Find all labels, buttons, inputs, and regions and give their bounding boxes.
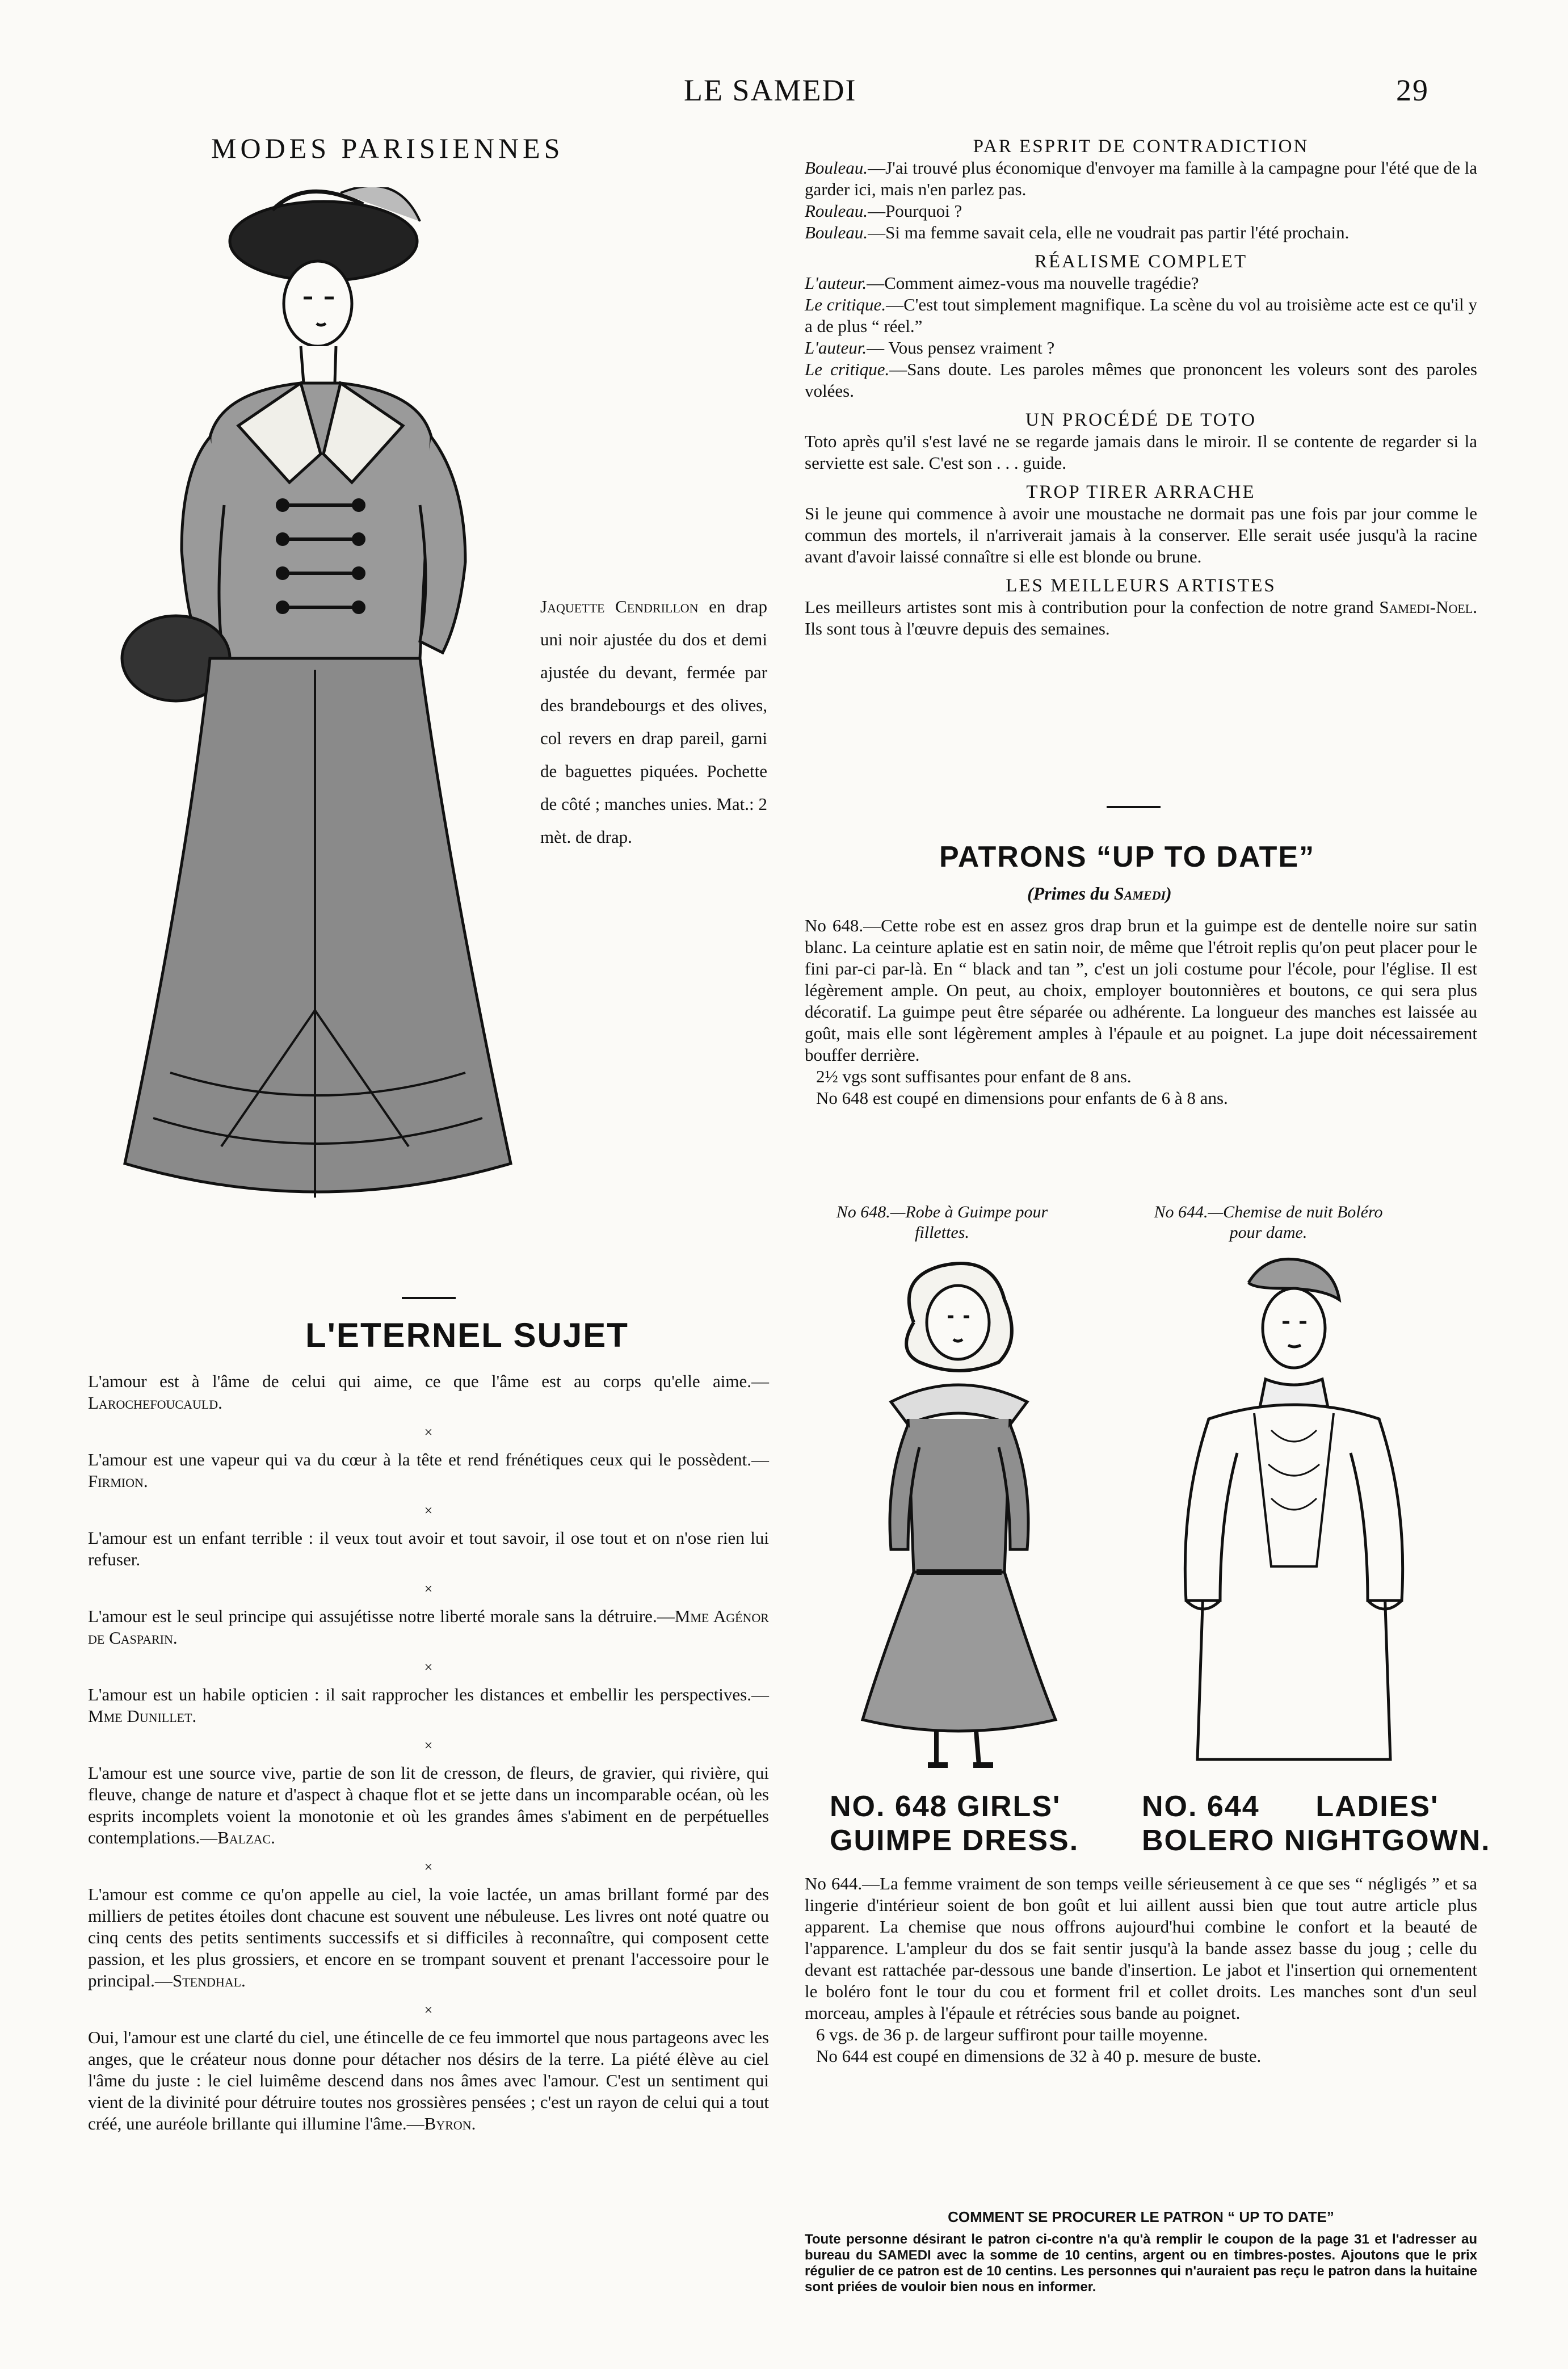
- girl-dress-illustration: [829, 1254, 1090, 1776]
- caption-648: No 648.—Robe à Guimpe pour fillettes.: [836, 1203, 1048, 1242]
- realisme-title: RÉALISME COMPLET: [1034, 251, 1248, 272]
- separator-mark: ×: [424, 1502, 433, 1519]
- page-number: 29: [1396, 73, 1429, 107]
- quote-5: L'amour est un habile opticien : il sait rapprocher les distances et embellir les perspectives.—Mme Dunillet.: [88, 1685, 769, 1726]
- contradiction-title: PAR ESPRIT DE CONTRADICTION: [973, 136, 1309, 157]
- toto-body: Toto après qu'il s'est lavé ne se regarde jamais dans le miroir. Il se contente de regarder si la serviette est sale. C'est son . . . guide.: [805, 431, 1477, 473]
- arrache-body: Si le jeune qui commence à avoir une moustache ne dormait pas une fois par jour comme le commun des mortels, il n'arriverait jamais à la conserver. Elle serait usée jusqu'à la racine avant d'avoir laissé connaître si elle est blonde ou brune.: [805, 503, 1477, 566]
- separator-mark: ×: [424, 2002, 433, 2018]
- toto-title: UN PROCÉDÉ DE TOTO: [1025, 410, 1256, 430]
- quote-6: L'amour est une source vive, partie de son lit de cresson, de fleurs, de gravier, qui rivière, qui fleuve, change de nature et d'aspect à chaque flot et se jette dans un incomparable océan, où les esprits incomplets voient la monotonie et où les grandes âmes s'abiment en de perpétuelles contemplations.—Balzac.: [88, 1763, 769, 1847]
- quote-4: L'amour est le seul principe qui assujétisse notre liberté morale sans la détruire.—Mme Agénor de Casparin.: [88, 1606, 769, 1648]
- quote-8: Oui, l'amour est une clarté du ciel, une étincelle de ce feu immortel que nous partageons avec les anges, que le créateur nous donne pour détacher nos désirs de la terre. La piété élève au ciel l'âme du juste : le ciel luimême descend dans nos âmes avec l'amour. C'est un sentiment qui vient de la divinité pour détruire toutes nos grossières pensées ; c'est un rayon de celui qui a tout créé, une auréole brillante qui illumine l'âme.—Byron.: [88, 2027, 769, 2133]
- artistes-body: Les meilleurs artistes sont mis à contribution pour la confection de notre grand Samedi-Noel. Ils sont tous à l'œuvre depuis des semaines.: [805, 597, 1477, 639]
- divider-right: [1107, 806, 1161, 808]
- separator-mark: ×: [424, 1737, 433, 1754]
- modes-title: MODES PARISIENNES: [211, 132, 564, 164]
- journal-title: LE SAMEDI: [684, 73, 857, 107]
- caption-body: en drap uni noir ajustée du dos et demi ajustée du devant, fermée par des brandebourgs et des olives, col revers en drap pareil, garni de baguettes piquées. Pochette de côté ; manches unies. Mat.: 2 mèt. de drap.: [540, 597, 768, 847]
- eternel-title: L'ETERNEL SUJET: [305, 1316, 629, 1354]
- howto-title: COMMENT SE PROCURER LE PATRON “ UP TO DATE”: [948, 2208, 1334, 2225]
- label-648: NO. 648 GIRLS' GUIMPE DRESS.: [830, 1790, 1079, 1857]
- modes-caption: [540, 590, 767, 854]
- quote-7: L'amour est comme ce qu'on appelle au ciel, la voie lactée, un amas brillant formé par des milliers de petites étoiles dont chacune est souvent une nébuleuse. Les livres ont noté quatre ou cinq cents des petits sentiments successifs et si difficiles à reconnaître, qui composent cette passion, et les plus grossiers, et encore en se trompant souvent et prenant l'accessoire pour le principal.—Stendhal.: [88, 1884, 769, 1990]
- fashion-illustration: [102, 187, 533, 1266]
- eternel-quotes: [88, 1371, 769, 2135]
- patron-648-description: No 648.—Cette robe est en assez gros drap brun et la guimpe est de dentelle noire sur satin blanc. La ceinture aplatie est en satin noir, de même que l'étroit replis qu'on peut placer pour le fini par-ci par-là. En “ black and tan ”, c'est un joli costume pour l'école, pour l'église. Il est légèrement ample. On peut, au choix, employer boutonnières et boutons, ce qui sera plus décoratif. La guimpe peut être séparée ou adhérente. La longueur des manches est laissée au goût, mais elle sont légèrement amples à l'épaule et au poignet. La jupe doit nécessairement bouffer derrière. 2½ vgs sont suffisantes pour enfant de 8 ans. No 648 est coupé en dimensions pour enfants de 6 à 8 ans.: [805, 915, 1477, 1108]
- right-column-top: [805, 136, 1477, 640]
- nightgown-illustration: [1141, 1249, 1436, 1782]
- quote-1: L'amour est à l'âme de celui qui aime, ce que l'âme est au corps qu'elle aime.—Larochefoucauld.: [88, 1371, 769, 1413]
- howto-body: Toute personne désirant le patron ci-contre n'a qu'à remplir le coupon de la page 31 et l'adresser au bureau du SAMEDI avec la somme de 10 centins, argent ou en timbres-postes. Ajoutons que le prix régulier de ce patron est de 10 centins. Les personnes qui n'auraient pas reçu le patron dans la huitaine sont priées de vouloir bien nous en informer.: [805, 2232, 1477, 2295]
- contradiction-dialogue: Bouleau.—J'ai trouvé plus économique d'envoyer ma famille à la campagne pour l'été que de la garder ici, mais n'en parlez pas. Rouleau.—Pourquoi ? Bouleau.—Si ma femme savait cela, elle ne voudrait pas partir l'été prochain.: [805, 158, 1477, 242]
- realisme-dialogue: L'auteur.—Comment aimez-vous ma nouvelle tragédie? Le critique.—C'est tout simplement magnifique. La scène du vol au troisième acte est ce qu'il y a de plus “ réel.” L'auteur.— Vous pensez vraiment ? Le critique.—Sans doute. Les paroles mêmes que prononcent les voleurs sont des paroles volées.: [805, 273, 1477, 401]
- artistes-title: LES MEILLEURS ARTISTES: [1006, 576, 1276, 596]
- quote-2: L'amour est une vapeur qui va du cœur à la tête et rend frénétiques ceux qui le possèdent.—Firmion.: [88, 1450, 769, 1491]
- caption-644: No 644.—Chemise de nuit Boléro pour dame.: [1154, 1203, 1383, 1242]
- separator-mark: ×: [424, 1859, 433, 1875]
- label-644: NO. 644 LADIES' BOLERO NIGHTGOWN.: [1142, 1790, 1491, 1857]
- patron-644-description: No 644.—La femme vraiment de son temps veille sérieusement à ce que ses “ négligés ” et sa lingerie d'intérieur soient de bon goût et lui aillent aussi bien que tout autre article plus apparent. La chemise que nous offrons aujourd'hui combine le confort et la beauté de l'apparence. L'ampleur du dos se fait sentir jusqu'à la bande assez basse du joug ; celle du devant est rattachée par-dessous une bande d'insertion. Le jabot et l'insertion qui ornementent le boléro font le tour du cou et forment fril et collet droits. Les manches sont d'un seul morceau, amples à l'épaule et rétrécies sous bande au poignet. 6 vgs. de 36 p. de largeur suffiront pour taille moyenne. No 644 est coupé en dimensions de 32 à 40 p. mesure de buste.: [805, 1874, 1477, 2066]
- patrons-title: PATRONS “UP TO DATE”: [939, 841, 1315, 873]
- caption-name: Jaquette Cendrillon: [540, 597, 699, 616]
- quote-3: L'amour est un enfant terrible : il veux tout avoir et tout savoir, il ose tout et on n'ose rien lui refuser.: [88, 1528, 769, 1569]
- patrons-subtitle: (Primes du Samedi): [1027, 883, 1172, 904]
- separator-mark: ×: [424, 1581, 433, 1597]
- arrache-title: TROP TIRER ARRACHE: [1026, 482, 1256, 502]
- separator-mark: ×: [424, 1659, 433, 1675]
- separator-mark: ×: [424, 1424, 433, 1440]
- divider-left: [402, 1297, 456, 1299]
